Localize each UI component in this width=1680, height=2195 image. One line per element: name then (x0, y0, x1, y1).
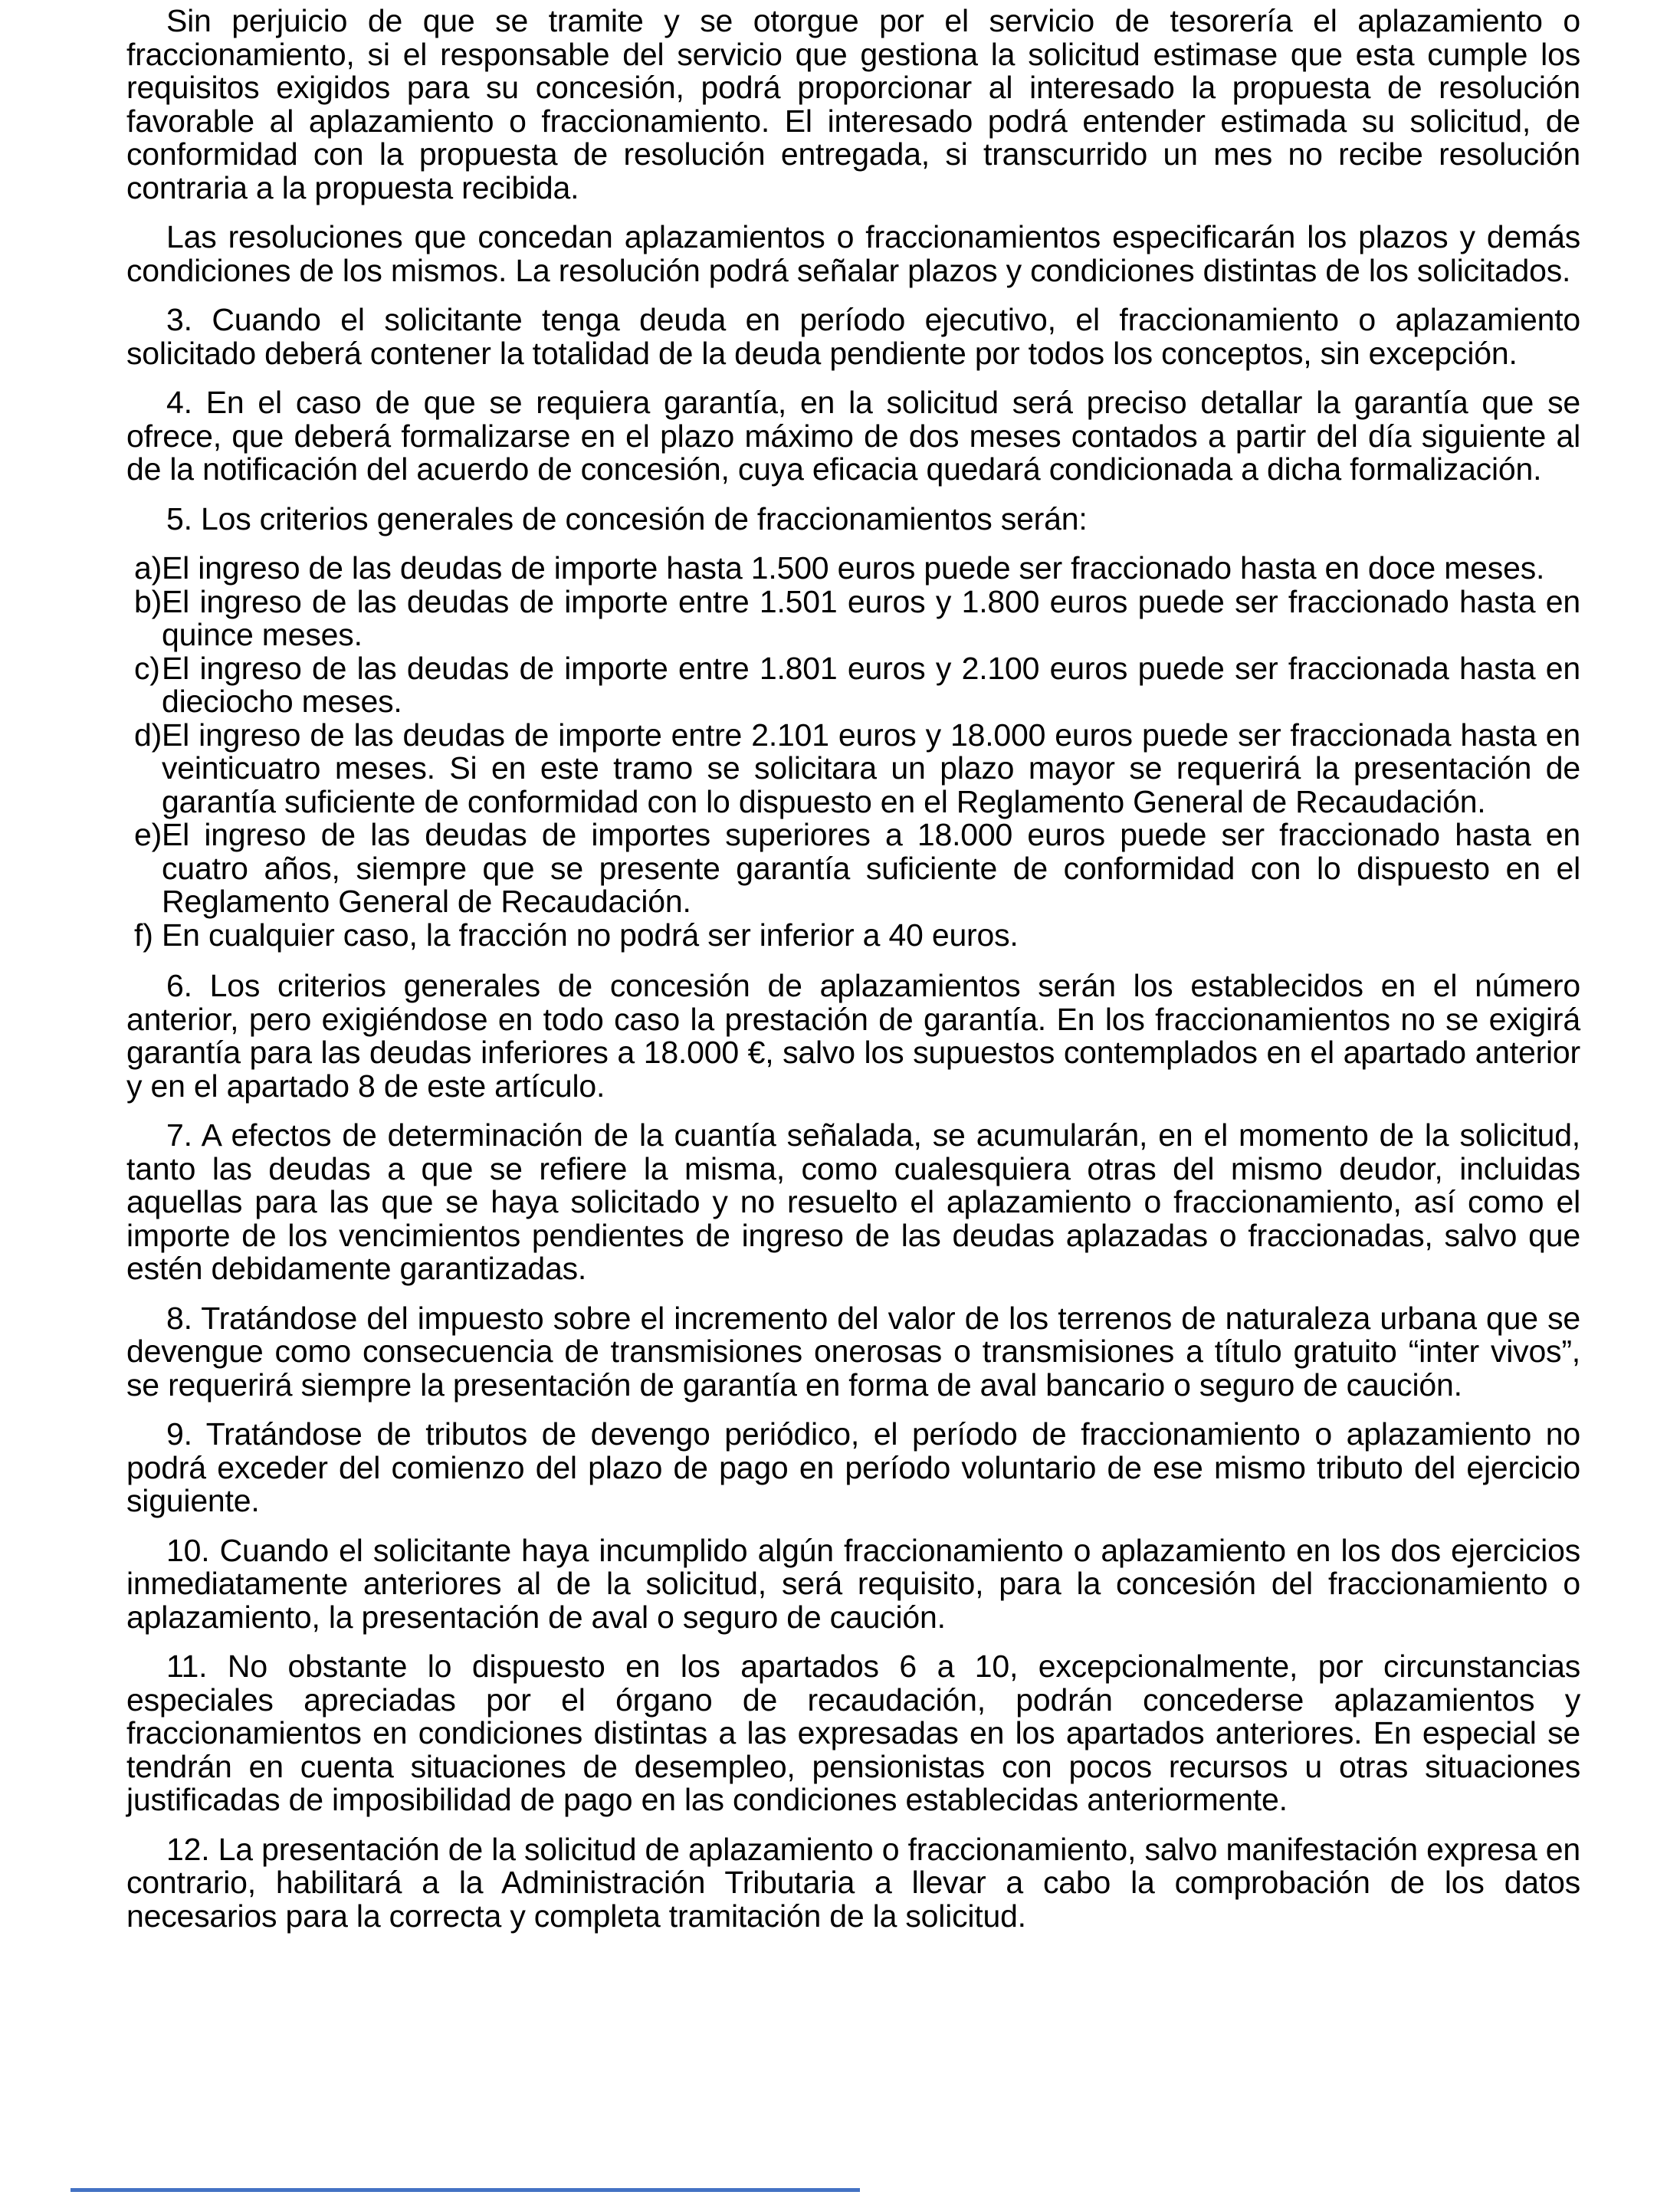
paragraph: 6. Los criterios generales de concesión de aplazamientos serán los establecidos en el número anterior, pero exigiéndose en todo caso la prestación de garantía. En los fraccionamientos no se exigirá garantía para las deudas inferiores a 18.000 €, salvo los supuestos contemplados en el apartado anterior y en el apartado 8 de este artículo. (126, 968, 1580, 1104)
list-item-label: a) (134, 550, 162, 586)
paragraph: 7. A efectos de determinación de la cuantía señalada, se acumularán, en el momento de la solicitud, tanto las deudas a que se refiere la misma, como cualesquiera otras del mismo deudor, incluidas aquellas para las que se haya solicitado y no resuelto el aplazamiento o fraccionamiento, así como el importe de los vencimientos pendientes de ingreso de las deudas aplazadas o fraccionadas, salvo que estén debidamente garantizadas. (126, 1117, 1580, 1286)
footer-rule (71, 2188, 860, 2192)
paragraph: 4. En el caso de que se requiera garantía, en la solicitud será preciso detallar la garantía que se ofrece, que deberá formalizarse en el plazo máximo de dos meses contados a partir del día siguiente al de la notificación del acuerdo de concesión, cuya eficacia quedará condicionada a dicha formalización. (126, 385, 1580, 487)
paragraph: 8. Tratándose del impuesto sobre el incremento del valor de los terrenos de naturaleza urbana que se devengue como consecuencia de transmisiones onerosas o transmisiones a título gratuito “inter vivos”, se requerirá siempre la presentación de garantía en forma de aval bancario o seguro de caución. (126, 1300, 1580, 1403)
paragraph: 9. Tratándose de tributos de devengo periódico, el período de fraccionamiento o aplazamiento no podrá exceder del comienzo del plazo de pago en período voluntario de ese mismo tributo del ejercicio siguiente. (126, 1416, 1580, 1518)
list-item-text: En cualquier caso, la fracción no podrá ser inferior a 40 euros. (162, 917, 1019, 953)
paragraph: Sin perjuicio de que se tramite y se otorgue por el servicio de tesorería el aplazamiento o fraccionamiento, si el responsable del servicio que gestiona la solicitud estimase que esta cumple los requisitos exigidos para su concesión, podrá proporcionar al interesado la propuesta de resolución favorable al aplazamiento o fraccionamiento. El interesado podrá entender estimada su solicitud, de conformidad con la propuesta de resolución entregada, si transcurrido un mes no recibe resolución contraria a la propuesta recibida. (126, 3, 1580, 205)
list-item (126, 552, 1580, 586)
paragraph: 10. Cuando el solicitante haya incumplido algún fraccionamiento o aplazamiento en los dos ejercicios inmediatamente anteriores al de la solicitud, será requisito, para la concesión del fraccionamiento o aplazamiento, la presentación de aval o seguro de caución. (126, 1532, 1580, 1635)
list-item (126, 583, 1580, 652)
list-item-label: f) (134, 917, 153, 953)
list-item-label: e) (134, 817, 162, 852)
list-item-text: El ingreso de las deudas de importe entre 1.501 euros y 1.800 euros puede ser fraccionado hasta en quince meses. (162, 583, 1580, 652)
ordered-letter-list (126, 552, 1580, 952)
paragraph: Las resoluciones que concedan aplazamientos o fraccionamientos especificarán los plazos y demás condiciones de los mismos. La resolución podrá señalar plazos y condiciones distintas de los solicitados. (126, 219, 1580, 288)
list-item-text: El ingreso de las deudas de importe hasta 1.500 euros puede ser fraccionado hasta en doce meses. (162, 550, 1545, 586)
paragraph: 3. Cuando el solicitante tenga deuda en período ejecutivo, el fraccionamiento o aplazamiento solicitado deberá contener la totalidad de la deuda pendiente por todos los conceptos, sin excepción. (126, 302, 1580, 371)
list-item-label: d) (134, 717, 162, 753)
list-item-text: El ingreso de las deudas de importes superiores a 18.000 euros puede ser fraccionado hasta en cuatro años, siempre que se presente garantía suficiente de conformidad con lo dispuesto en el Reglamento General de Recaudación. (162, 817, 1580, 919)
paragraph: 5. Los criterios generales de concesión de fraccionamientos serán: (166, 500, 1088, 536)
paragraph: 11. No obstante lo dispuesto en los apartados 6 a 10, excepcionalmente, por circunstancias especiales apreciadas por el órgano de recaudación, podrán concederse aplazamientos y fraccionamientos en condiciones distintas a las expresadas en los apartados anteriores. En especial se tendrán en cuenta situaciones de desempleo, pensionistas con pocos recursos u otras situaciones justificadas de imposibilidad de pago en las condiciones establecidas anteriormente. (126, 1649, 1580, 1817)
list-item-text: El ingreso de las deudas de importe entre 1.801 euros y 2.100 euros puede ser fraccionada hasta en dieciocho meses. (162, 650, 1580, 719)
list-item-label: b) (134, 583, 162, 619)
list-item (126, 652, 1580, 719)
list-item-text: El ingreso de las deudas de importe entre 2.101 euros y 18.000 euros puede ser fraccionada hasta en veinticuatro meses. Si en este tramo se solicitara un plazo mayor se requerirá la presentación de garantía suficiente de conformidad con lo dispuesto en el Reglamento General de Recaudación. (162, 717, 1580, 819)
list-item (126, 719, 1580, 819)
list-item (126, 919, 1580, 953)
paragraph: 12. La presentación de la solicitud de aplazamiento o fraccionamiento, salvo manifestación expresa en contrario, habilitará a la Administración Tributaria a llevar a cabo la comprobación de los datos necesarios para la correcta y completa tramitación de la solicitud. (126, 1831, 1580, 1934)
list-item (126, 819, 1580, 919)
document-text-body (126, 5, 1580, 1949)
list-item-label: c) (134, 650, 160, 686)
